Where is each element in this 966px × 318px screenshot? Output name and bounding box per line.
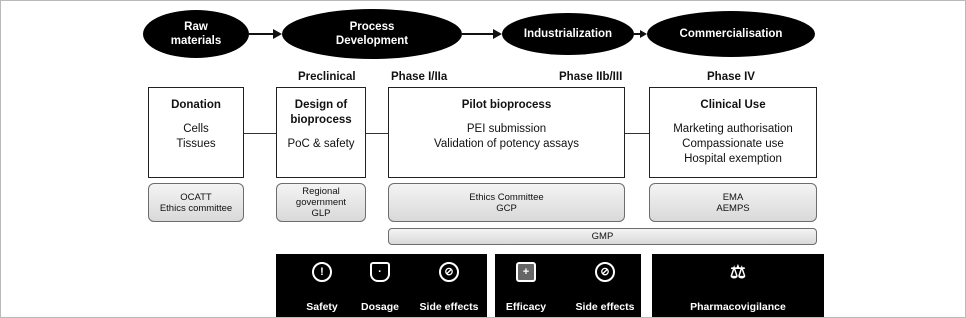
phase-preclinical: Preclinical — [298, 71, 356, 83]
no-pill-icon: ⊘ — [595, 262, 615, 282]
panel-clinical-efficacy — [495, 254, 641, 317]
arrowhead-2 — [493, 29, 502, 39]
panel-label-dosage: Dosage — [361, 301, 399, 313]
reg-regional-government: Regional government GLP — [276, 183, 366, 222]
panel-pharmacovigilance — [652, 254, 824, 317]
panel-label-pharmacovigilance: Pharmacovigilance — [690, 301, 786, 313]
box-design-line: PoC & safety — [287, 138, 355, 150]
panel-preclinical-safety — [276, 254, 487, 317]
box-donation-title: Donation — [171, 99, 221, 111]
reg-ema-aemps: EMA AEMPS — [649, 183, 817, 222]
no-pill-icon: ⊘ — [439, 262, 459, 282]
phase-2b-3: Phase IIb/III — [559, 71, 623, 83]
stage-commercialisation: Commercialisation — [647, 11, 815, 57]
hazard-icon: ! — [312, 262, 332, 282]
box-pilot-bioprocess — [388, 87, 625, 178]
stage-raw-materials: Raw materials — [143, 10, 249, 58]
panel-label-safety: Safety — [306, 301, 338, 313]
box-pilot-line: Validation of potency assays — [434, 138, 579, 150]
box-pilot-line: PEI submission — [466, 123, 547, 135]
box-clinical-use — [649, 87, 817, 178]
panel-label-efficacy: Efficacy — [505, 301, 547, 313]
connector-1 — [244, 133, 276, 134]
arrowhead-1 — [273, 29, 282, 39]
gmp-bar: GMP — [388, 228, 817, 245]
box-design-bioprocess — [276, 87, 366, 178]
panel-label-side-effects-2: Side effects — [575, 301, 635, 313]
box-design-title: Design of bioprocess — [290, 99, 352, 126]
connector-2 — [366, 133, 388, 134]
scales-icon: ⚖ — [729, 262, 747, 282]
panel-label-side-effects: Side effects — [419, 301, 479, 313]
box-clinical-line: Compassionate use — [682, 138, 784, 150]
box-clinical-title: Clinical Use — [700, 99, 766, 111]
phase-1-2a: Phase I/IIa — [391, 71, 448, 83]
connector-3 — [625, 133, 649, 134]
stage-industrialization: Industrialization — [502, 13, 634, 55]
reg-ocatt: OCATT Ethics committee — [148, 183, 244, 222]
box-clinical-line: Hospital exemption — [684, 153, 782, 165]
stage-process-development: Process Development — [282, 9, 462, 59]
box-pilot-title: Pilot bioprocess — [461, 99, 552, 111]
box-donation-line: Tissues — [176, 138, 216, 150]
box-clinical-line: Marketing authorisation — [673, 123, 793, 135]
medical-cross-icon: + — [516, 262, 536, 282]
reg-ethics-gcp: Ethics Committee GCP — [388, 183, 625, 222]
flask-icon: · — [370, 262, 390, 282]
phase-4: Phase IV — [707, 71, 755, 83]
box-donation — [148, 87, 244, 178]
arrowhead-3 — [640, 30, 647, 38]
box-donation-line: Cells — [183, 123, 209, 135]
stage-arrows — [1, 1, 966, 71]
